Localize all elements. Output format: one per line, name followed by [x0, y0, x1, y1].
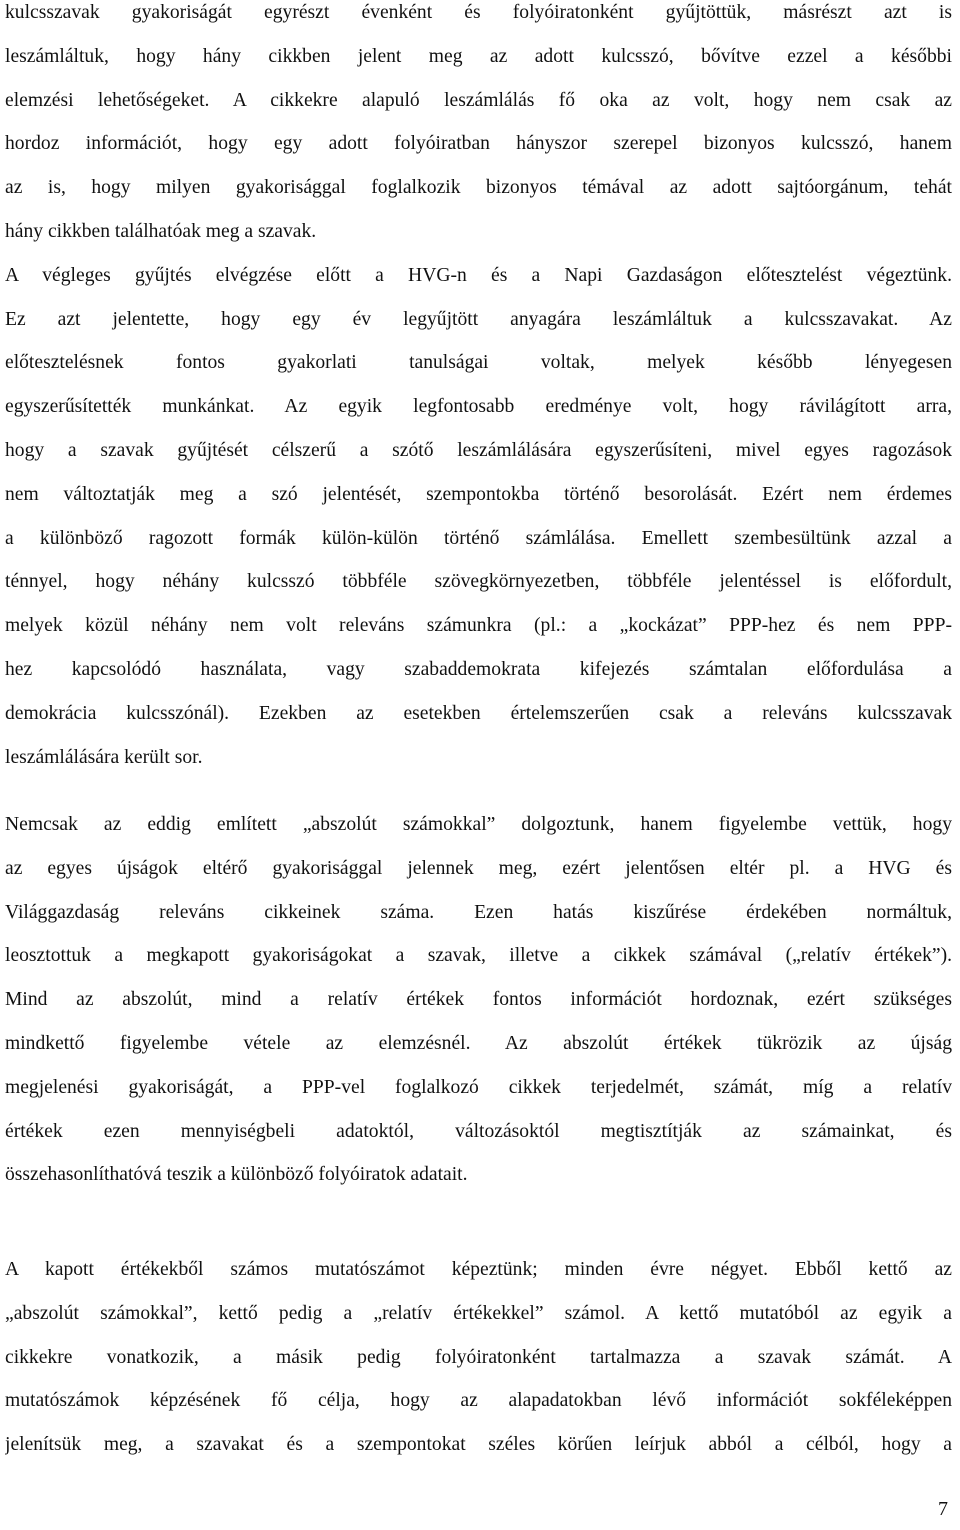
text-line: az egyes újságok eltérő gyakorisággal jelennek meg, ezért jelentősen eltér pl. a HVG és	[5, 857, 952, 879]
text-line: leszámláltuk, hogy hány cikkben jelent meg az adott kulcsszó, bővítve ezzel a későbbi	[5, 45, 952, 67]
text-line: demokrácia kulcsszónál). Ezekben az esetekben értelemszerűen csak a releváns kulcsszavak	[5, 702, 952, 724]
text-line: összehasonlíthatóvá teszik a különböző folyóiratok adatait.	[5, 1164, 468, 1186]
text-line: előtesztelésnek fontos gyakorlati tanulságai voltak, melyek később lényegesen	[5, 352, 952, 374]
text-line: értékek ezen mennyiségbeli adatoktól, változásoktól megtisztítják az számainkat, és	[5, 1120, 952, 1142]
text-line: hogy a szavak gyűjtését célszerű a szótő leszámlálására egyszerűsíteni, mivel egyes ragozások	[5, 439, 952, 461]
text-line: mindkettő figyelembe vétele az elemzésnél. Az abszolút értékek tükrözik az újság	[5, 1032, 952, 1054]
text-line: leszámlálására került sor.	[5, 746, 203, 768]
paragraph-block-1	[5, 0, 952, 779]
text-line: egyszerűsítették munkánkat. Az egyik legfontosabb eredménye volt, hogy rávilágított arra,	[5, 396, 952, 418]
text-line: az is, hogy milyen gyakorisággal foglalkozik bizonyos témával az adott sajtóorgánum, tehát	[5, 177, 952, 199]
text-line: Nemcsak az eddig említett „abszolút számokkal” dolgoztunk, hanem figyelembe vettük, hogy	[5, 814, 952, 835]
text-line: kulcsszavak gyakoriságát egyrészt évenként és folyóiratonként gyűjtöttük, másrészt azt is	[5, 2, 952, 23]
text-line: A végleges gyűjtés elvégzése előtt a HVG-n és a Napi Gazdaságon előtesztelést végeztünk.	[5, 264, 952, 286]
text-line: megjelenési gyakoriságát, a PPP-vel foglalkozó cikkek terjedelmét, számát, míg a relatív	[5, 1076, 952, 1098]
text-line: hez kapcsolódó használata, vagy szabaddemokrata kifejezés számtalan előfordulása a	[5, 658, 952, 680]
text-line: cikkekre vonatkozik, a másik pedig folyóiratonként tartalmazza a szavak számát. A	[5, 1346, 952, 1368]
text-line: nem változtatják meg a szó jelentését, szempontokba történő besorolását. Ezért nem érdemes	[5, 483, 952, 505]
paragraph-block-3	[5, 1248, 952, 1467]
text-line: jelenítsük meg, a szavakat és a szempontokat széles körűen leírjuk abból a célból, hogy a	[5, 1434, 952, 1456]
text-line: Mind az abszolút, mind a relatív értékek fontos információt hordoznak, ezért szükséges	[5, 989, 952, 1011]
page-number: 7	[938, 1498, 948, 1520]
text-line: hány cikkben találhatóak meg a szavak.	[5, 220, 317, 242]
text-line: Ez azt jelentette, hogy egy év legyűjtött anyagára leszámláltuk a kulcsszavakat. Az	[5, 308, 952, 330]
text-line: elemzési lehetőségeket. A cikkekre alapuló leszámlálás fő oka az volt, hogy nem csak az	[5, 89, 952, 111]
text-line: a különböző ragozott formák külön-külön történő számlálása. Emellett szembesültünk azzal a	[5, 527, 952, 549]
text-line: A kapott értékekből számos mutatószámot képeztünk; minden évre négyet. Ebből kettő az	[5, 1259, 952, 1280]
text-line: mutatószámok képzésének fő célja, hogy az alapadatokban lévő információt sokféleképpen	[5, 1390, 952, 1412]
text-line: ténnyel, hogy néhány kulcsszó többféle szövegkörnyezetben, többféle jelentéssel is előfordult,	[5, 571, 952, 593]
text-line: melyek közül néhány nem volt releváns számunkra (pl.: a „kockázat” PPP-hez és nem PPP-	[5, 615, 952, 637]
text-line: „abszolút számokkal”, kettő pedig a „relatív értékekkel” számol. A kettő mutatóból az egyik a	[5, 1302, 952, 1324]
paragraph-block-2	[5, 803, 952, 1197]
text-line: hordoz információt, hogy egy adott folyóiratban hányszor szerepel bizonyos kulcsszó, hanem	[5, 133, 952, 155]
text-line: leosztottuk a megkapott gyakoriságokat a szavak, illetve a cikkek számával („relatív értékek”).	[5, 945, 952, 967]
text-line: Világgazdaság releváns cikkeinek száma. Ezen hatás kiszűrése érdekében normáltuk,	[5, 901, 952, 923]
